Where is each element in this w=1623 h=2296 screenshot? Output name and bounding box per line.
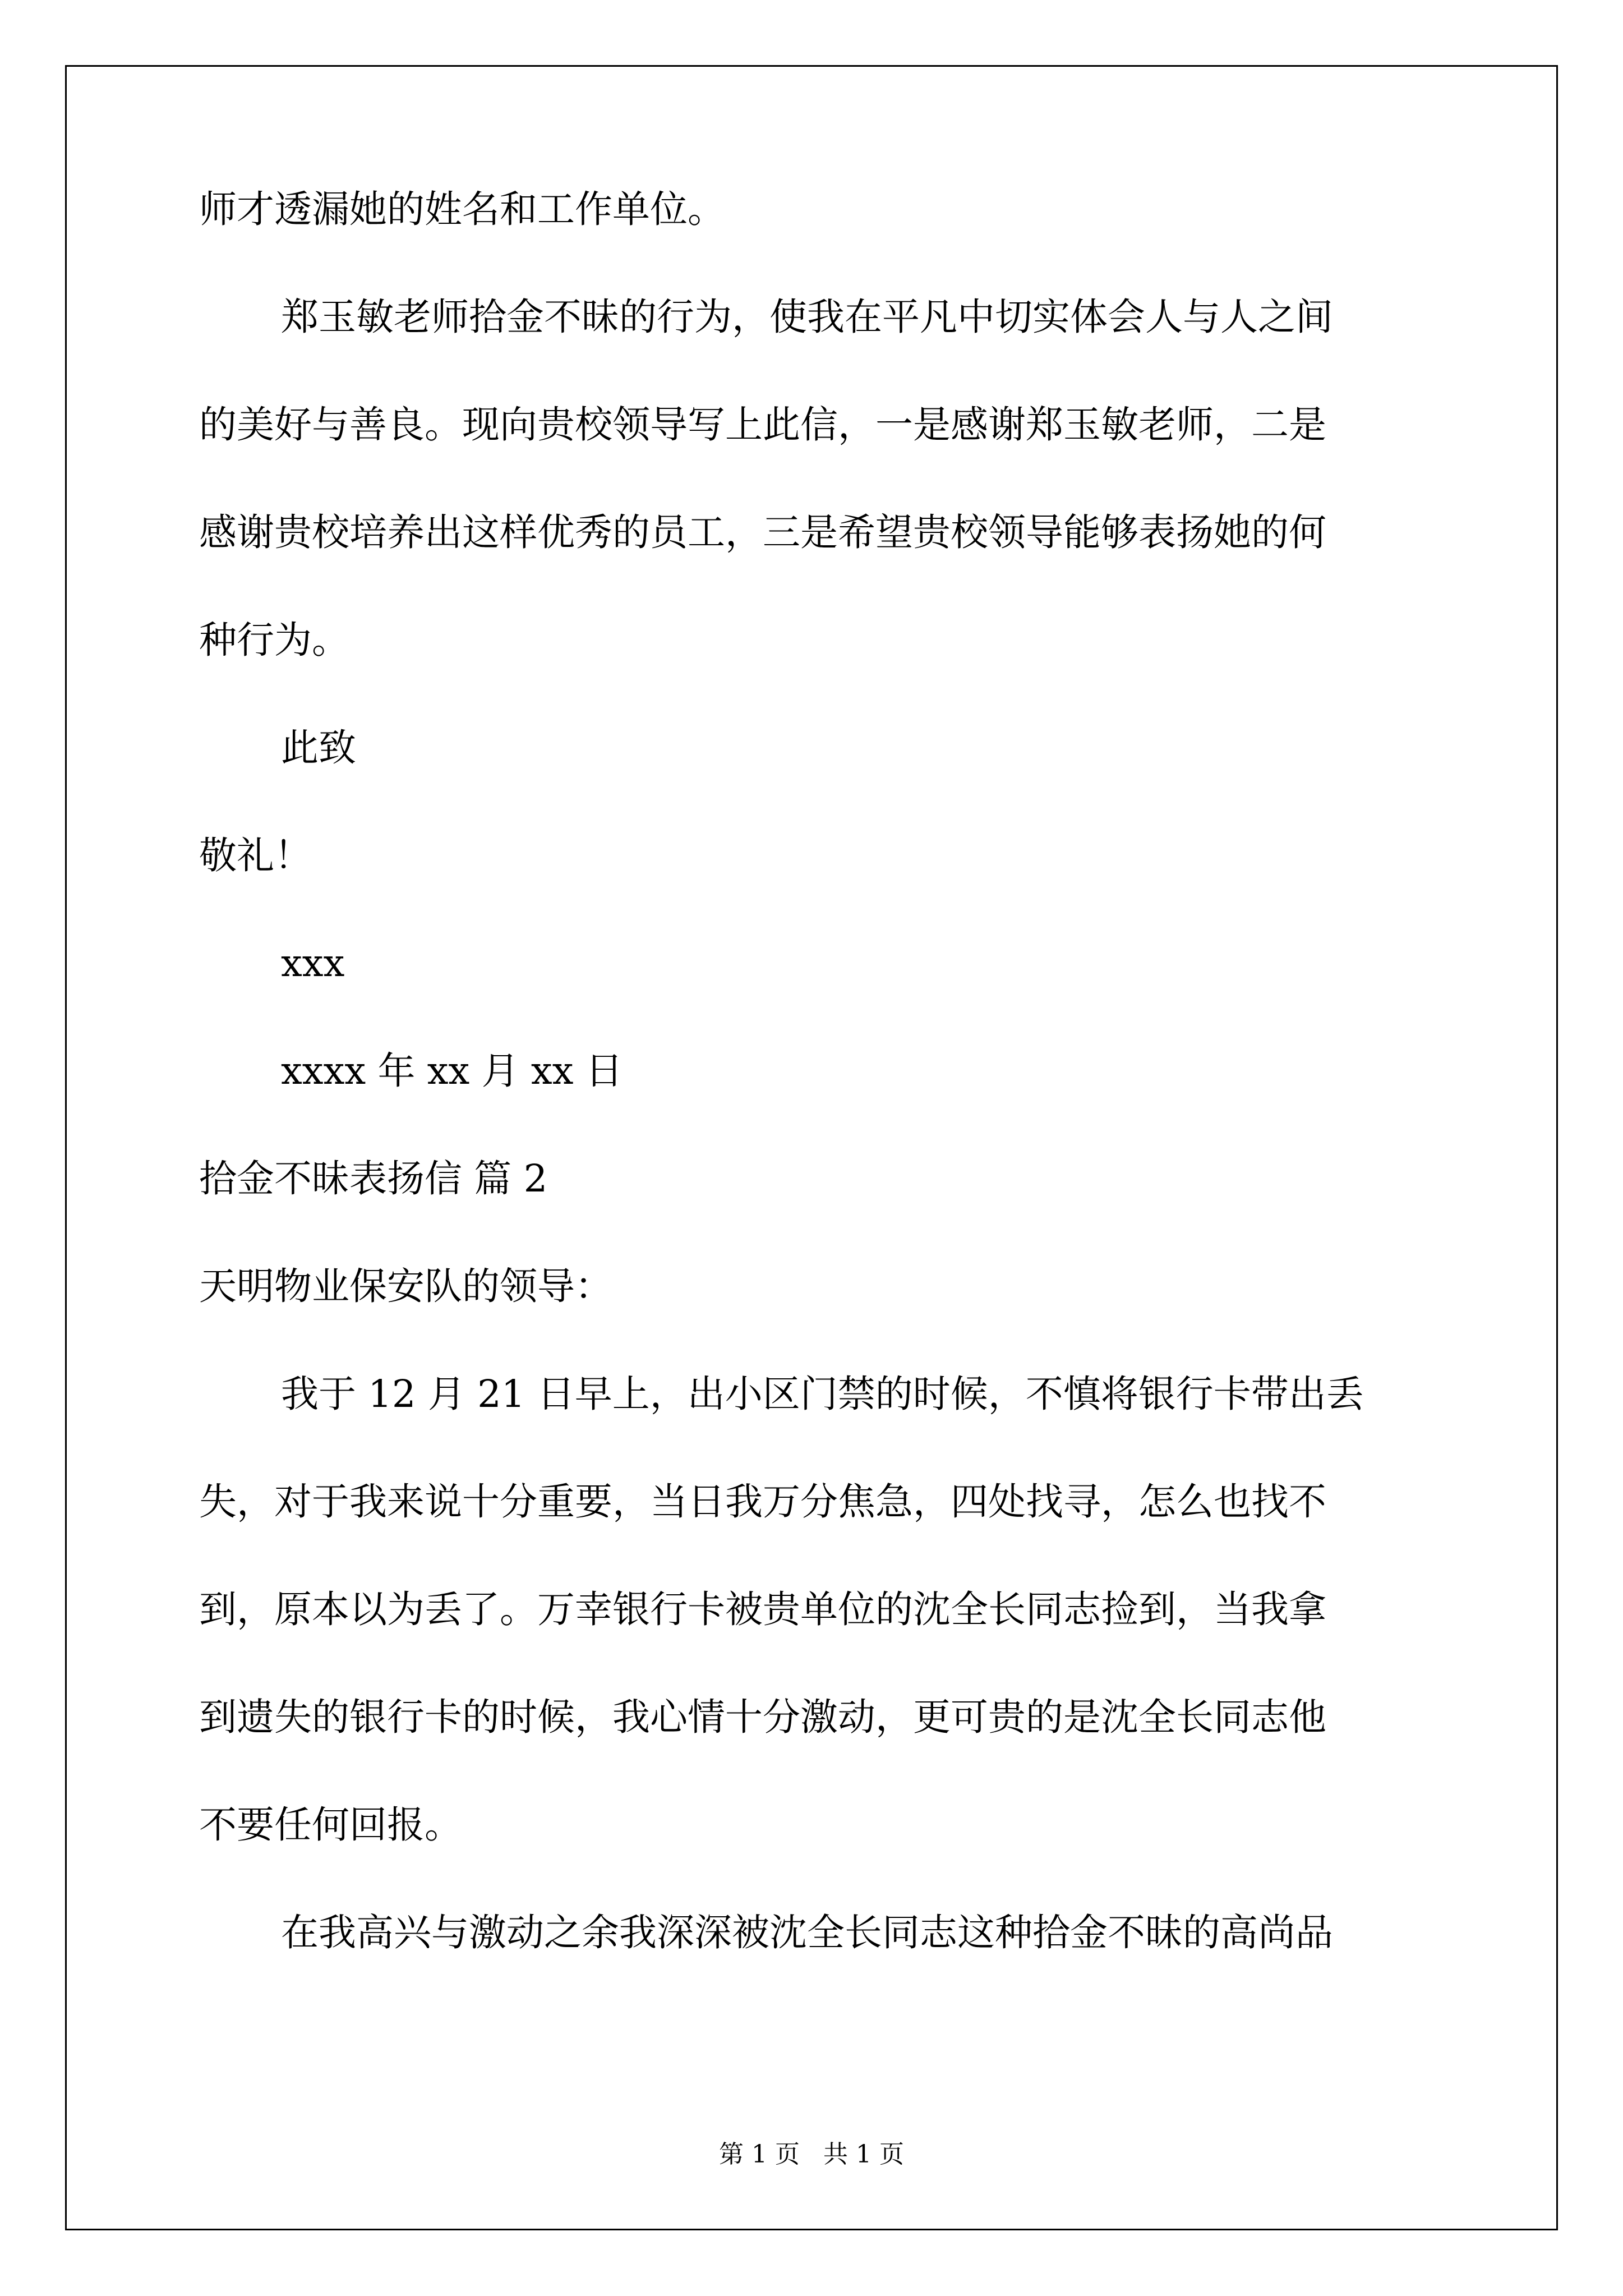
date-line: xxxx 年 xx 月 xx 日 bbox=[281, 1049, 623, 1093]
text-line: 的美好与善良。现向贵校领导写上此信，一是感谢郑玉敏老师，二是 bbox=[199, 403, 1326, 447]
closing-salutation: 此致 bbox=[281, 726, 356, 770]
page-border bbox=[65, 65, 1558, 2230]
closing-regards: 敬礼！ bbox=[199, 834, 312, 877]
text-line: 不要任何回报。 bbox=[199, 1803, 462, 1847]
text-line: 我于 12 月 21 日早上，出小区门禁的时候，不慎将银行卡带出丢 bbox=[281, 1372, 1364, 1416]
text-line: 失，对于我来说十分重要，当日我万分焦急，四处找寻，怎么也找不 bbox=[199, 1480, 1326, 1524]
text-line: 到，原本以为丢了。万幸银行卡被贵单位的沈全长同志捡到，当我拿 bbox=[199, 1588, 1326, 1631]
section-heading: 拾金不昧表扬信 篇 2 bbox=[199, 1157, 548, 1200]
text-line: 感谢贵校培养出这样优秀的员工，三是希望贵校领导能够表扬她的何 bbox=[199, 510, 1326, 554]
text-line: 到遗失的银行卡的时候，我心情十分激动，更可贵的是沈全长同志他 bbox=[199, 1695, 1326, 1739]
text-line: 师才透漏她的姓名和工作单位。 bbox=[199, 187, 725, 231]
addressee: 天明物业保安队的领导： bbox=[199, 1264, 612, 1308]
text-line: 郑玉敏老师拾金不昧的行为，使我在平凡中切实体会人与人之间 bbox=[281, 295, 1333, 339]
page-footer: 第 1 页 共 1 页 bbox=[719, 2140, 904, 2169]
text-line: 在我高兴与激动之余我深深被沈全长同志这种拾金不昧的高尚品 bbox=[281, 1911, 1333, 1954]
signature: xxx bbox=[281, 941, 345, 985]
text-line: 种行为。 bbox=[199, 618, 349, 662]
